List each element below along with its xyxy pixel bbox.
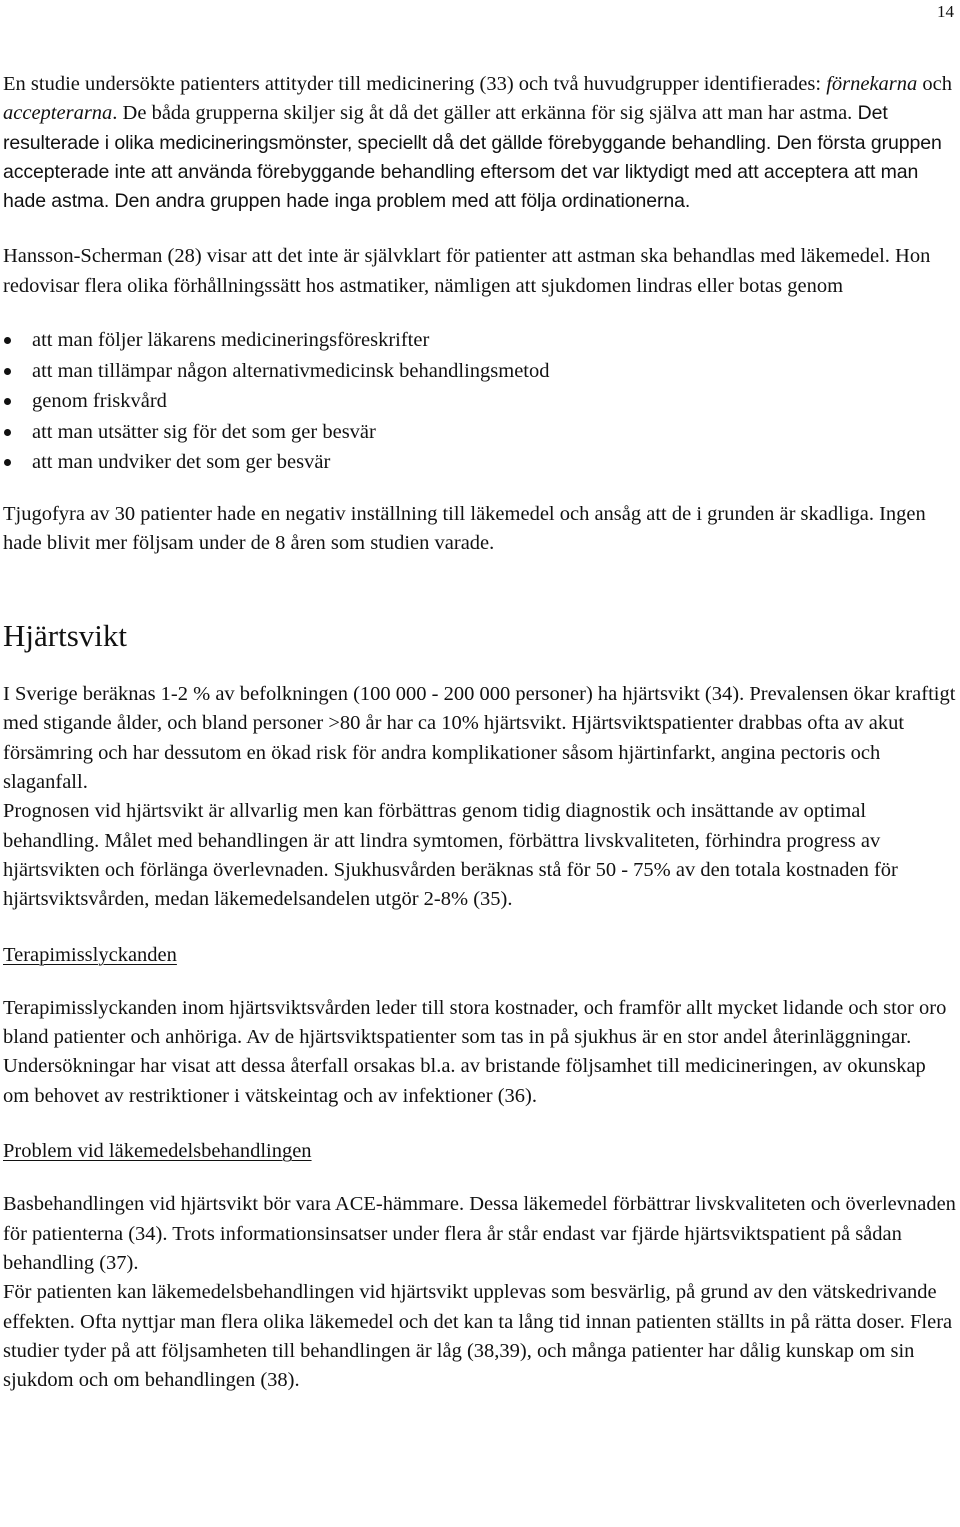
attitude-study-paragraph <box>3 70 957 216</box>
page-content <box>3 70 957 1395</box>
bullet-dot-icon <box>4 398 11 405</box>
attitude-and-text: och <box>917 73 953 95</box>
ace-inhibitor-paragraph: Basbehandlingen vid hjärtsvikt bör vara ACE-hämmare. Dessa läkemedel förbättrar livskvaliteten och överlevnaden för patienterna (34). Trots informationsinsatser under flera år står endast var fjärde hjärtsviktspatient på sådan behandling (37). <box>3 1193 956 1274</box>
heading-hjartsvikt: Hjärtsvikt <box>3 618 127 654</box>
bullet-dot-icon <box>4 429 11 436</box>
bullet-item <box>3 386 957 417</box>
page-number: 14 <box>937 2 954 21</box>
approach-bullet-list <box>3 325 957 478</box>
group-accepters: accepterarna <box>3 102 113 125</box>
hansson-scherman-paragraph: Hansson-Scherman (28) visar att det inte är självklart för patienter att astman ska behandlas med läkemedel. Hon redovisar flera olika förhållningssätt hos astmatiker, nämligen att sjukdomen lindras eller botas genom <box>3 245 931 297</box>
group-deniers: förnekarna <box>826 73 918 95</box>
hjartsvikt-prevalence-paragraph: I Sverige beräknas 1-2 % av befolkningen (100 000 - 200 000 personer) ha hjärtsvikt (34). Prevalensen ökar kraftigt med stigande ålder, och bland personer >80 år har ca 10% hjärtsvikt. Hjärtsviktspatienter drabbas ofta av akut försämring och har dessutom en ökad risk för andra komplikationer såsom hjärtinfarkt, angina pectoris och slaganfall. <box>3 683 956 794</box>
bullet-text: att man undviker det som ger besvär <box>32 451 331 474</box>
bullet-text: att man följer läkarens medicineringsföreskrifter <box>32 329 430 352</box>
bullet-dot-icon <box>4 459 11 466</box>
patient-burden-paragraph: För patienten kan läkemedelsbehandlingen vid hjärtsvikt upplevas som besvärlig, på grund av den vätskedrivande effekten. Ofta nyttjar man flera olika läkemedel och det kan ta lång tid innan patienten ställts in på rätta doser. Flera studier tyder på att följsamheten till behandlingen är låg (38,39), och många patienter har dålig kunskap om sin sjukdom och om behandlingen (38). <box>3 1281 953 1392</box>
negative-attitude-paragraph: Tjugofyra av 30 patienter hade en negativ inställning till läkemedel och ansåg att de i grunden är skadliga. Ingen hade blivit mer följsam under de 8 åren som studien varade. <box>3 502 926 554</box>
bullet-dot-icon <box>4 368 11 375</box>
attitude-intro-text-continued: . De båda grupperna skiljer sig åt då det gäller att erkänna för sig själva att man har astma. <box>112 102 853 125</box>
bullet-text: genom friskvård <box>32 390 167 413</box>
hjartsvikt-prognosis-paragraph: Prognosen vid hjärtsvikt är allvarlig men kan förbättras genom tidig diagnostik och insättande av optimal behandling. Målet med behandlingen är att lindra symtomen, förbättra livskvaliteten, förhindra progress av hjärtsvikten och förlänga överlevnaden. Sjukhusvården beräknas stå för 50 - 75% av den totala kostnaden för hjärtsviktsvården, medan läkemedelsandelen utgör 2-8% (35). <box>3 800 898 911</box>
bullet-text: att man tillämpar någon alternativmedicinsk behandlingsmetod <box>32 359 550 382</box>
bullet-dot-icon <box>4 337 11 344</box>
bullet-item <box>3 356 957 387</box>
subheading-problem-lakemedelsbehandlingen: Problem vid läkemedelsbehandlingen <box>3 1140 312 1163</box>
medication-patterns-text: Det resulterade i olika medicineringsmönster, speciellt då det gällde förebyggande behandling. Den första gruppen accepterade inte att använda förebyggande behandling eftersom det var liktydigt med att acceptera att man hade astma. Den andra gruppen hade inga problem med att följa ordinationerna. <box>3 102 942 213</box>
bullet-text: att man utsätter sig för det som ger besvär <box>32 420 376 443</box>
bullet-item <box>3 447 957 478</box>
bullet-item <box>3 325 957 356</box>
bullet-item <box>3 417 957 448</box>
subheading-terapimisslyckanden: Terapimisslyckanden <box>3 943 177 966</box>
terapimisslyckanden-paragraph: Terapimisslyckanden inom hjärtsviktsvården leder till stora kostnader, och framför allt mycket lidande och stor oro bland patienter och anhöriga. Av de hjärtsviktspatienter som tas in på sjukhus är en stor andel återinläggningar. Undersökningar har visat att dessa återfall orsakas bl.a. av bristande följsamhet till medicineringen, av okunskap om behovet av restriktioner i vätskeintag och av infektioner (36). <box>3 996 947 1107</box>
attitude-intro-text: En studie undersökte patienters attityder till medicinering (33) och två huvudgrupper identifierades: <box>3 73 827 95</box>
